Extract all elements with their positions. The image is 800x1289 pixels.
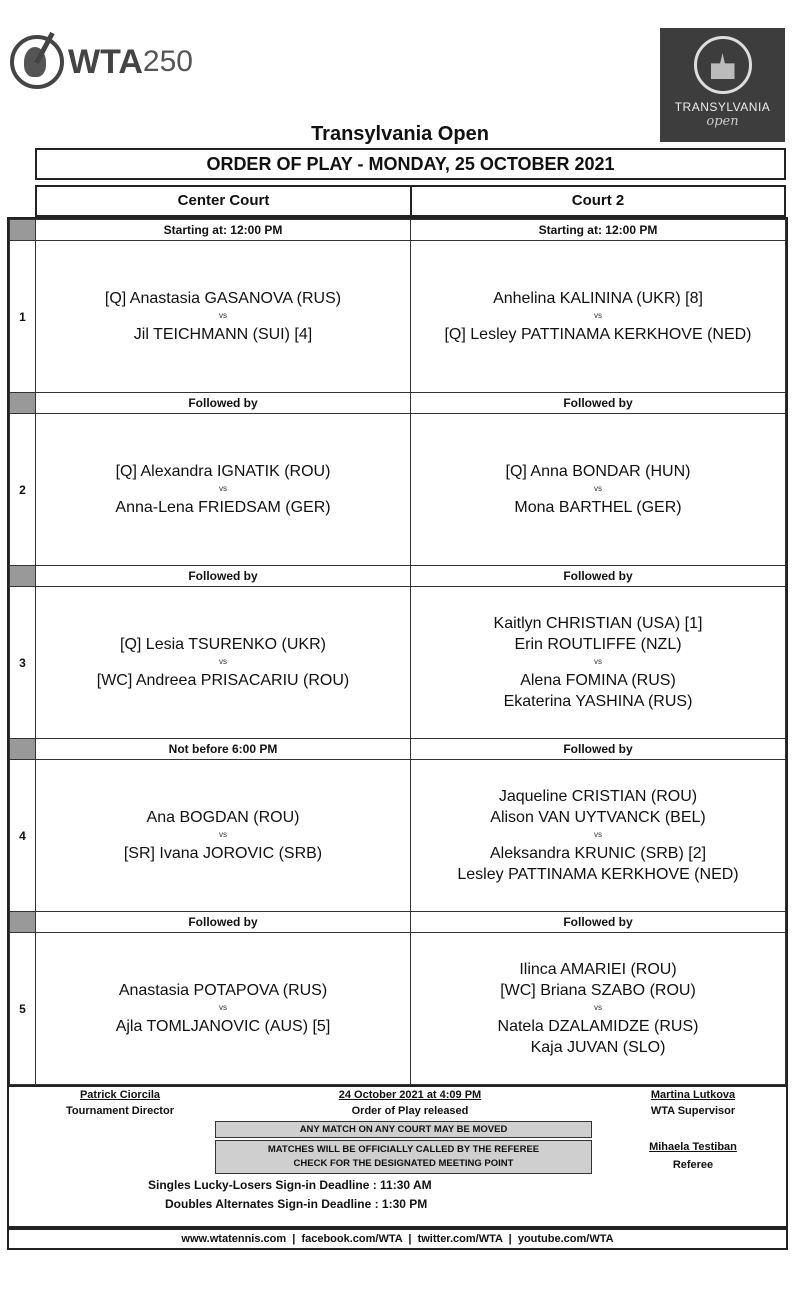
tournament-logo-name: TRANSYLVANIA: [674, 100, 771, 114]
wta-logo-text: WTA: [68, 42, 143, 81]
slot-row: [10, 912, 786, 933]
notice-matches-called: [215, 1140, 592, 1174]
match-row: [10, 760, 786, 912]
slot-row: [10, 739, 786, 760]
slot-number-cell: [10, 912, 36, 933]
slot-label: Followed by: [411, 739, 786, 760]
wta-250-logo: [10, 32, 193, 92]
tournament-logo-sub: open: [706, 114, 739, 129]
match-cell: [36, 933, 411, 1085]
player-name: [Q] Anastasia GASANOVA (RUS): [104, 290, 342, 307]
director-block: [50, 1089, 190, 1117]
vs-label: vs: [219, 484, 227, 493]
slot-label: Followed by: [36, 566, 411, 587]
social-links-text: www.wtatennis.com | facebook.com/WTA | twitter.com/WTA | youtube.com/WTA: [181, 1233, 614, 1245]
player-name: [WC] Andreea PRISACARIU (ROU): [96, 672, 350, 689]
wta-player-icon: [10, 35, 64, 89]
slot-label: Starting at: 12:00 PM: [411, 220, 786, 241]
player-name: Aleksandra KRUNIC (SRB) [2]: [489, 845, 707, 862]
match-row: [10, 587, 786, 739]
player-name: Kaja JUVAN (SLO): [530, 1039, 666, 1056]
match-number: 4: [10, 760, 36, 912]
referee-block: [628, 1141, 758, 1171]
player-name: Kaitlyn CHRISTIAN (USA) [1]: [493, 615, 703, 632]
order-of-play-heading: ORDER OF PLAY - MONDAY, 25 OCTOBER 2021: [35, 148, 786, 180]
notice-any-match-moved: ANY MATCH ON ANY COURT MAY BE MOVED: [215, 1121, 592, 1138]
vs-label: vs: [594, 484, 602, 493]
supervisor-block: [628, 1089, 758, 1117]
match-cell: [411, 933, 786, 1085]
referee-title: Referee: [672, 1159, 714, 1171]
match-row: [10, 414, 786, 566]
slot-label: Followed by: [411, 393, 786, 414]
vs-label: vs: [219, 1003, 227, 1012]
doubles-deadline: Doubles Alternates Sign-in Deadline : 1:30 PM: [165, 1197, 428, 1211]
schedule-table: [9, 219, 786, 1085]
player-name: Ajla TOMLJANOVIC (AUS) [5]: [115, 1018, 331, 1035]
player-name: Alena FOMINA (RUS): [520, 672, 676, 689]
slot-label: Followed by: [411, 912, 786, 933]
player-name: Ilinca AMARIEI (ROU): [519, 961, 677, 978]
player-name: Ana BOGDAN (ROU): [146, 809, 300, 826]
player-name: [WC] Briana SZABO (ROU): [500, 982, 696, 999]
player-name: Jaqueline CRISTIAN (ROU): [498, 788, 698, 805]
court-header-center: Center Court: [35, 185, 412, 217]
singles-deadline: Singles Lucky-Losers Sign-in Deadline : 11:30 AM: [148, 1178, 432, 1192]
match-number: 5: [10, 933, 36, 1085]
player-name: Anhelina KALININA (UKR) [8]: [493, 290, 703, 307]
match-number: 1: [10, 241, 36, 393]
slot-number-cell: [10, 739, 36, 760]
vs-label: vs: [594, 311, 602, 320]
slot-number-cell: [10, 566, 36, 587]
player-name: Jil TEICHMANN (SUI) [4]: [133, 326, 313, 343]
vs-label: vs: [219, 657, 227, 666]
court-header-court-2: Court 2: [410, 185, 786, 217]
player-name: [SR] Ivana JOROVIC (SRB): [123, 845, 323, 862]
player-name: Anastasia POTAPOVA (RUS): [118, 982, 328, 999]
slot-label: Followed by: [36, 912, 411, 933]
match-number: 2: [10, 414, 36, 566]
slot-label: Followed by: [411, 566, 786, 587]
slot-label: Not before 6:00 PM: [36, 739, 411, 760]
match-cell: [36, 760, 411, 912]
release-date: 24 October 2021 at 4:09 PM: [338, 1089, 482, 1101]
match-cell: [411, 241, 786, 393]
slot-row: [10, 566, 786, 587]
match-row: [10, 933, 786, 1085]
vs-label: vs: [594, 1003, 602, 1012]
match-cell: [411, 587, 786, 739]
player-name: [Q] Alexandra IGNATIK (ROU): [115, 463, 331, 480]
notice-called-line-1: MATCHES WILL BE OFFICIALLY CALLED BY THE REFEREE: [267, 1144, 540, 1155]
social-links: [7, 1228, 788, 1250]
match-number: 3: [10, 587, 36, 739]
match-cell: [36, 414, 411, 566]
vs-label: vs: [219, 311, 227, 320]
player-name: Lesley PATTINAMA KERKHOVE (NED): [457, 866, 739, 883]
player-name: Erin ROUTLIFFE (NZL): [514, 636, 682, 653]
vs-label: vs: [219, 830, 227, 839]
release-label: Order of Play released: [351, 1105, 469, 1117]
referee-name: Mihaela Testiban: [649, 1141, 737, 1153]
castle-icon: [694, 36, 752, 94]
vs-label: vs: [594, 830, 602, 839]
schedule-grid: [7, 217, 788, 1087]
slot-label: Followed by: [36, 393, 411, 414]
player-name: Ekaterina YASHINA (RUS): [503, 693, 693, 710]
slot-row: [10, 220, 786, 241]
player-name: Mona BARTHEL (GER): [514, 499, 682, 516]
slot-number-cell: [10, 220, 36, 241]
supervisor-title: WTA Supervisor: [650, 1105, 736, 1117]
player-name: Anna-Lena FRIEDSAM (GER): [115, 499, 331, 516]
slot-label: Starting at: 12:00 PM: [36, 220, 411, 241]
notice-called-line-2: CHECK FOR THE DESIGNATED MEETING POINT: [293, 1158, 514, 1169]
director-name: Patrick Ciorcila: [79, 1089, 161, 1101]
match-row: [10, 241, 786, 393]
supervisor-name: Martina Lutkova: [650, 1089, 736, 1101]
player-name: [Q] Anna BONDAR (HUN): [505, 463, 691, 480]
vs-label: vs: [594, 657, 602, 666]
director-title: Tournament Director: [66, 1105, 174, 1117]
match-cell: [411, 414, 786, 566]
slot-row: [10, 393, 786, 414]
player-name: Alison VAN UYTVANCK (BEL): [490, 809, 706, 826]
slot-number-cell: [10, 393, 36, 414]
match-cell: [411, 760, 786, 912]
match-cell: [36, 241, 411, 393]
wta-logo-number: 250: [142, 45, 193, 78]
player-name: Natela DZALAMIDZE (RUS): [497, 1018, 699, 1035]
player-name: [Q] Lesley PATTINAMA KERKHOVE (NED): [444, 326, 752, 343]
player-name: [Q] Lesia TSURENKO (UKR): [120, 636, 326, 653]
release-block: [300, 1089, 520, 1117]
match-cell: [36, 587, 411, 739]
tournament-title: Transylvania Open: [311, 123, 489, 145]
